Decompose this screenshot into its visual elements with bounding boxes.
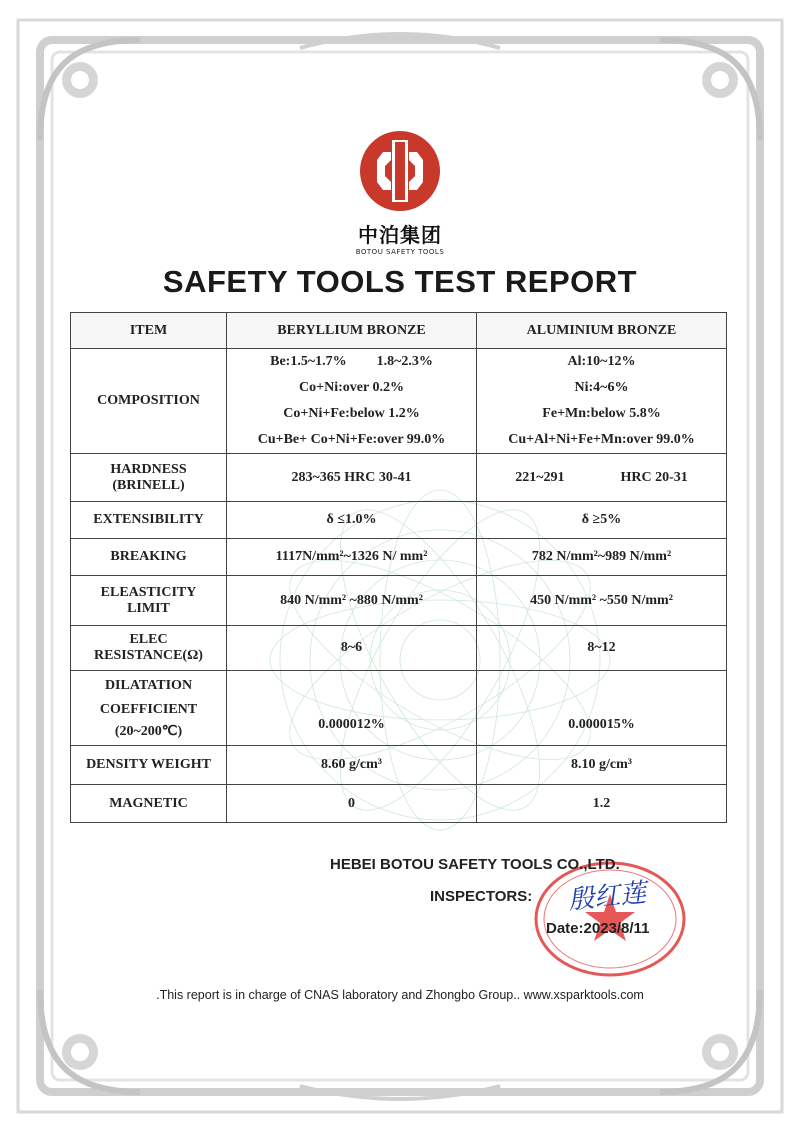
- elasticity-beryllium: 840 N/mm² ~880 N/mm²: [227, 576, 477, 626]
- inspectors-label: INSPECTORS:: [430, 888, 533, 905]
- table-header-row: [71, 313, 727, 349]
- report-date: Date:2023/8/11: [546, 920, 650, 937]
- row-label: BREAKING: [71, 539, 227, 576]
- logo-english-name: BOTOU SAFETY TOOLS: [355, 248, 445, 256]
- breaking-aluminium: 782 N/mm²~989 N/mm²: [477, 539, 727, 576]
- report-title: SAFETY TOOLS TEST REPORT: [162, 264, 638, 299]
- composition-value: Cu+Be+ Co+Ni+Fe:over 99.0%: [257, 432, 446, 447]
- density-aluminium: 8.10 g/cm³: [477, 746, 727, 785]
- composition-value: Al:10~12%: [567, 354, 636, 369]
- test-report-table: [70, 312, 727, 823]
- footer-note: .This report is in charge of CNAS laboratory and Zhongbo Group.. www.xsparktools.com: [156, 988, 644, 1002]
- extensibility-beryllium: δ ≤1.0%: [227, 502, 477, 539]
- row-label: MAGNETIC: [71, 785, 227, 823]
- composition-aluminium: [477, 349, 727, 454]
- magnetic-aluminium: 1.2: [477, 785, 727, 823]
- logo-chinese-name: 中泊集团: [358, 223, 442, 247]
- table-row-density: [71, 746, 727, 785]
- hardness-aluminium: 221~291 HRC 20-31: [477, 454, 727, 502]
- table-row-hardness: [71, 454, 727, 502]
- resistance-aluminium: 8~12: [477, 626, 727, 671]
- row-label: HARDNESS (BRINELL): [71, 454, 227, 502]
- hardness-beryllium: 283~365 HRC 30-41: [227, 454, 477, 502]
- dilatation-aluminium: 0.000015%: [477, 671, 727, 746]
- row-label: DENSITY WEIGHT: [71, 746, 227, 785]
- resistance-beryllium: 8~6: [227, 626, 477, 671]
- table-row-magnetic: [71, 785, 727, 823]
- dilatation-beryllium: 0.000012%: [227, 671, 477, 746]
- table-row-extensibility: [71, 502, 727, 539]
- table-row-dilatation: [71, 671, 727, 746]
- row-label: COMPOSITION: [71, 349, 227, 454]
- header-aluminium-bronze: ALUMINIUM BRONZE: [477, 313, 727, 349]
- table-row-resistance: [71, 626, 727, 671]
- composition-value: 1.8~2.3%: [376, 354, 433, 369]
- row-label: EXTENSIBILITY: [71, 502, 227, 539]
- row-label: ELEC RESISTANCE(Ω): [71, 626, 227, 671]
- table-row-composition: [71, 349, 727, 454]
- row-label: ELEASTICITY LIMIT: [71, 576, 227, 626]
- composition-value: Co+Ni+Fe:below 1.2%: [283, 406, 420, 421]
- row-label: DILATATION COEFFICIENT (20~200℃): [71, 671, 227, 746]
- header-beryllium-bronze: BERYLLIUM BRONZE: [227, 313, 477, 349]
- table-row-elasticity: [71, 576, 727, 626]
- elasticity-aluminium: 450 N/mm² ~550 N/mm²: [477, 576, 727, 626]
- company-name: HEBEI BOTOU SAFETY TOOLS CO.,LTD.: [330, 856, 620, 873]
- logo-emblem-icon: [359, 130, 441, 212]
- table-row-breaking: [71, 539, 727, 576]
- composition-value: Co+Ni:over 0.2%: [299, 380, 404, 395]
- breaking-beryllium: 1117N/mm²~1326 N/ mm²: [227, 539, 477, 576]
- composition-value: Cu+Al+Ni+Fe+Mn:over 99.0%: [508, 432, 695, 447]
- company-logo: [340, 130, 460, 256]
- composition-beryllium: [227, 349, 477, 454]
- header-item: ITEM: [71, 313, 227, 349]
- extensibility-aluminium: δ ≥5%: [477, 502, 727, 539]
- composition-value: Be:1.5~1.7%: [270, 354, 347, 369]
- magnetic-beryllium: 0: [227, 785, 477, 823]
- density-beryllium: 8.60 g/cm³: [227, 746, 477, 785]
- composition-value: Fe+Mn:below 5.8%: [542, 406, 661, 421]
- composition-value: Ni:4~6%: [574, 380, 629, 395]
- inspector-signature: 殷红莲: [566, 877, 648, 916]
